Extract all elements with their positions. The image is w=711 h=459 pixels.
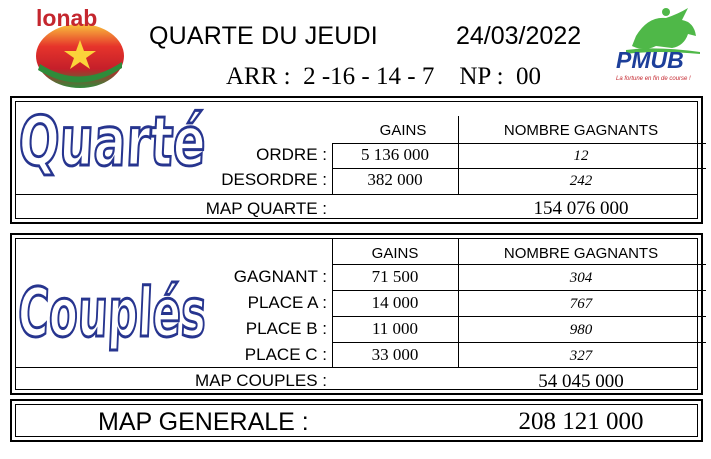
- map-quarte-label: MAP QUARTE :: [205, 199, 327, 218]
- quarte-brand: [16, 101, 208, 195]
- page-title: QUARTE DU JEUDI: [149, 22, 378, 50]
- count-desordre: 242: [569, 173, 593, 189]
- svg-text:Quarté: Quarté: [16, 101, 208, 182]
- row-label-ordre: ORDRE :: [256, 145, 327, 164]
- gains-gagnant: 71 500: [371, 267, 419, 286]
- general-panel: [10, 399, 703, 442]
- col-header-count: NOMBRE GAGNANTS: [503, 245, 659, 262]
- row-label-place-a: PLACE A :: [247, 293, 327, 312]
- map-generale-label: MAP GENERALE :: [98, 408, 309, 436]
- svg-text:PMUB: PMUB: [616, 47, 684, 73]
- row-label-place-c: PLACE C :: [244, 345, 327, 364]
- couples-panel: [10, 233, 703, 395]
- quarte-panel: [10, 96, 703, 224]
- gains-desordre: 382 000: [367, 170, 423, 189]
- svg-text:lonab: lonab: [36, 5, 98, 31]
- draw-date: 24/03/2022: [456, 22, 582, 50]
- gains-ordre: 5 136 000: [361, 145, 429, 164]
- arrival-line: ARR : 2 -16 - 14 - 7 NP : 00: [226, 63, 542, 90]
- map-quarte-value: 154 076 000: [533, 198, 629, 219]
- col-header-count: NOMBRE GAGNANTS: [503, 122, 659, 139]
- couples-brand: [16, 261, 208, 362]
- count-place-c: 327: [569, 348, 593, 364]
- col-header-gains: GAINS: [371, 245, 419, 262]
- row-label-place-b: PLACE B :: [245, 319, 327, 338]
- pmub-logo: [596, 6, 704, 86]
- count-ordre: 12: [573, 148, 589, 164]
- count-place-a: 767: [569, 296, 593, 312]
- map-couples-label: MAP COUPLES :: [195, 371, 327, 390]
- row-label-gagnant: GAGNANT :: [233, 267, 327, 286]
- svg-text:Couplés: Couplés: [16, 274, 208, 353]
- map-generale-value: 208 121 000: [518, 408, 644, 435]
- gains-place-c: 33 000: [371, 345, 419, 364]
- row-label-desordre: DESORDRE :: [221, 170, 327, 189]
- lonab-logo: [30, 4, 130, 90]
- gains-place-b: 11 000: [371, 319, 419, 338]
- gains-place-a: 14 000: [371, 293, 419, 312]
- map-couples-value: 54 045 000: [538, 371, 624, 392]
- count-gagnant: 304: [569, 270, 593, 286]
- count-place-b: 980: [569, 322, 593, 338]
- col-header-gains: GAINS: [379, 122, 427, 139]
- svg-text:La fortune en fin de course !: La fortune en fin de course !: [616, 76, 691, 82]
